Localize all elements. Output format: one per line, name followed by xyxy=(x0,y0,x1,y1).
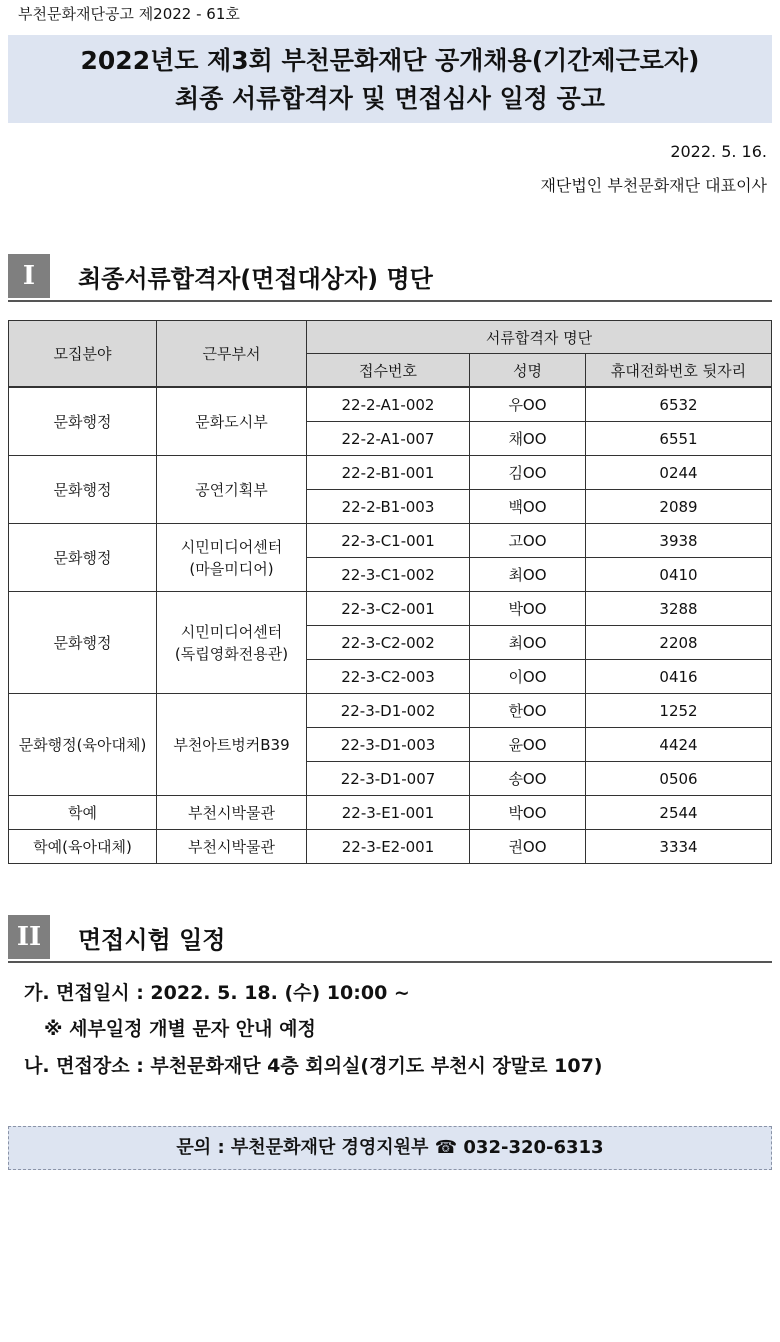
title-line-1: 2022년도 제3회 부천문화재단 공개채용(기간제근로자) xyxy=(80,46,700,75)
cell-receipt-no: 22-3-D1-007 xyxy=(307,762,470,796)
notice-number: 부천문화재단공고 제2022 - 61호 xyxy=(18,5,240,23)
cell-field: 문화행정(육아대체) xyxy=(9,694,157,796)
cell-receipt-no: 22-3-C2-002 xyxy=(307,626,470,660)
cell-field: 문화행정 xyxy=(9,387,157,456)
cell-name: 고OO xyxy=(470,524,586,558)
table-row xyxy=(9,456,772,490)
cell-department xyxy=(157,830,307,864)
cell-phone: 0416 xyxy=(586,660,772,694)
department-line: 부천시박물관 xyxy=(188,837,275,856)
table-row xyxy=(9,830,772,864)
cell-field: 학예(육아대체) xyxy=(9,830,157,864)
cell-department xyxy=(157,694,307,796)
cell-phone: 6551 xyxy=(586,422,772,456)
department-line: 부천시박물관 xyxy=(188,803,275,822)
table-row xyxy=(9,796,772,830)
cell-receipt-no: 22-2-B1-003 xyxy=(307,490,470,524)
header-field: 모집분야 xyxy=(9,321,157,388)
contact-info: 문의 : 부천문화재단 경영지원부 ☎ 032-320-6313 xyxy=(8,1126,772,1170)
schedule-note: ※ 세부일정 개별 문자 안내 예정 xyxy=(44,1018,316,1040)
cell-field: 문화행정 xyxy=(9,456,157,524)
cell-department xyxy=(157,524,307,592)
issuer: 재단법인 부천문화재단 대표이사 xyxy=(540,176,767,195)
table-row xyxy=(9,694,772,728)
department-line: 문화도시부 xyxy=(195,412,268,431)
cell-field: 학예 xyxy=(9,796,157,830)
department-line: (독립영화전용관) xyxy=(174,644,289,663)
title-line-2: 최종 서류합격자 및 면접심사 일정 공고 xyxy=(175,84,605,113)
cell-department xyxy=(157,456,307,524)
section-1-heading xyxy=(8,254,772,302)
department-line: 부천아트벙커B39 xyxy=(173,735,290,754)
cell-receipt-no: 22-2-B1-001 xyxy=(307,456,470,490)
interview-location: 나. 면접장소 : 부천문화재단 4층 회의실(경기도 부천시 장말로 107) xyxy=(24,1055,603,1077)
cell-phone: 0506 xyxy=(586,762,772,796)
cell-receipt-no: 22-3-C1-001 xyxy=(307,524,470,558)
cell-name: 송OO xyxy=(470,762,586,796)
cell-name: 채OO xyxy=(470,422,586,456)
cell-field: 문화행정 xyxy=(9,592,157,694)
header-group: 서류합격자 명단 xyxy=(307,321,772,354)
section-2-heading xyxy=(8,915,772,963)
cell-receipt-no: 22-2-A1-007 xyxy=(307,422,470,456)
table-row xyxy=(9,592,772,626)
candidate-table xyxy=(8,320,772,864)
cell-phone: 2208 xyxy=(586,626,772,660)
cell-receipt-no: 22-3-D1-003 xyxy=(307,728,470,762)
cell-name: 한OO xyxy=(470,694,586,728)
cell-receipt-no: 22-3-C2-001 xyxy=(307,592,470,626)
cell-phone: 3334 xyxy=(586,830,772,864)
cell-phone: 2544 xyxy=(586,796,772,830)
department-line: (마을미디어) xyxy=(189,559,274,578)
title-banner xyxy=(8,35,772,123)
cell-phone: 1252 xyxy=(586,694,772,728)
cell-name: 박OO xyxy=(470,796,586,830)
cell-receipt-no: 22-3-E2-001 xyxy=(307,830,470,864)
section-2-title: 면접시험 일정 xyxy=(78,926,226,954)
department-line: 공연기획부 xyxy=(195,480,268,499)
table-row xyxy=(9,524,772,558)
cell-receipt-no: 22-3-D1-002 xyxy=(307,694,470,728)
section-1-title: 최종서류합격자(면접대상자) 명단 xyxy=(78,265,433,293)
cell-name: 최OO xyxy=(470,558,586,592)
cell-receipt-no: 22-2-A1-002 xyxy=(307,387,470,422)
cell-phone: 3288 xyxy=(586,592,772,626)
cell-receipt-no: 22-3-C2-003 xyxy=(307,660,470,694)
department-line: 시민미디어센터 xyxy=(180,622,283,641)
table-row xyxy=(9,387,772,422)
cell-phone: 3938 xyxy=(586,524,772,558)
cell-phone: 0410 xyxy=(586,558,772,592)
announcement-date: 2022. 5. 16. xyxy=(670,142,767,161)
header-department: 근무부서 xyxy=(157,321,307,388)
cell-receipt-no: 22-3-E1-001 xyxy=(307,796,470,830)
header-phone: 휴대전화번호 뒷자리 xyxy=(586,354,772,388)
cell-name: 이OO xyxy=(470,660,586,694)
cell-name: 권OO xyxy=(470,830,586,864)
cell-department xyxy=(157,592,307,694)
cell-receipt-no: 22-3-C1-002 xyxy=(307,558,470,592)
cell-department xyxy=(157,796,307,830)
department-line: 시민미디어센터 xyxy=(180,537,283,556)
cell-name: 김OO xyxy=(470,456,586,490)
cell-phone: 0244 xyxy=(586,456,772,490)
cell-name: 윤OO xyxy=(470,728,586,762)
section-2-numeral: II xyxy=(8,915,50,959)
cell-phone: 2089 xyxy=(586,490,772,524)
cell-field: 문화행정 xyxy=(9,524,157,592)
cell-name: 백OO xyxy=(470,490,586,524)
cell-name: 박OO xyxy=(470,592,586,626)
cell-phone: 6532 xyxy=(586,387,772,422)
cell-name: 우OO xyxy=(470,387,586,422)
cell-department xyxy=(157,387,307,456)
cell-name: 최OO xyxy=(470,626,586,660)
header-name: 성명 xyxy=(470,354,586,388)
header-receipt-no: 접수번호 xyxy=(307,354,470,388)
section-1-numeral: I xyxy=(8,254,50,298)
interview-date: 가. 면접일시 : 2022. 5. 18. (수) 10:00 ~ xyxy=(24,982,410,1004)
cell-phone: 4424 xyxy=(586,728,772,762)
